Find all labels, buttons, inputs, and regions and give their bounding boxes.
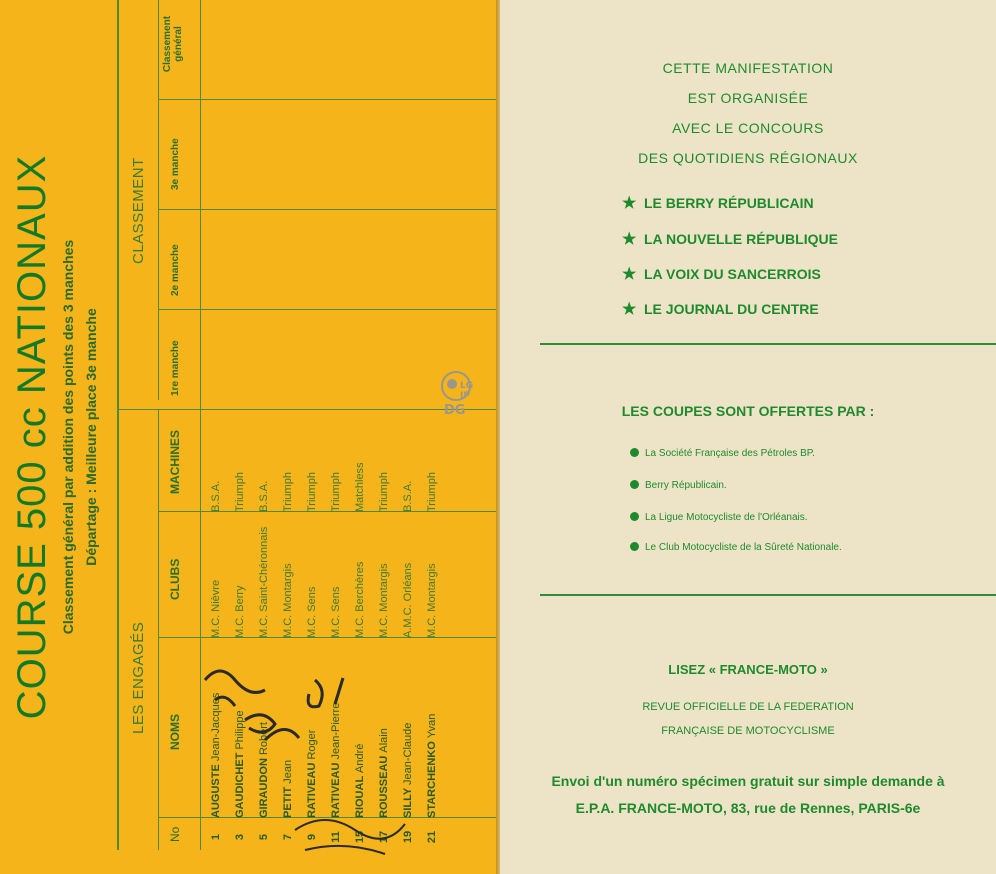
star-icon: ★	[622, 301, 637, 318]
rider-name: AUGUSTE Jean-Jacques	[210, 692, 222, 818]
handwriting-marks	[195, 660, 455, 874]
tiebreak-rule: Départage : Meilleure place 3e manche	[83, 308, 99, 566]
bullet-icon	[630, 480, 639, 489]
rider-club: M.C. Montargis	[426, 563, 438, 638]
header-general: Classement général	[162, 15, 184, 73]
revue-line-1: REVUE OFFICIELLE DE LA FEDERATION	[642, 701, 854, 713]
envoi-line-2: E.P.A. FRANCE-MOTO, 83, rue de Rennes, PARIS-6e	[575, 800, 921, 816]
organized-line-2: EST ORGANISÉE	[687, 90, 809, 106]
envoi-line-1: Envoi d'un numéro spécimen gratuit sur simple demande à	[551, 773, 945, 789]
rider-name: RATIVEAU Roger	[306, 729, 318, 818]
rider-number: 9	[306, 833, 318, 841]
header-machines: MACHINES	[168, 429, 182, 494]
rider-machine: Triumph	[282, 472, 294, 512]
header-clubs: CLUBS	[168, 558, 182, 600]
rider-club: M.C. Montargis	[282, 563, 294, 638]
header-manche-2: 2e manche	[170, 244, 181, 296]
rider-machine: B.S.A.	[210, 480, 222, 512]
rider-number: 11	[330, 831, 342, 843]
rider-number: 3	[234, 833, 246, 841]
rider-machine: B.S.A.	[258, 480, 270, 512]
table-top-rule	[117, 0, 119, 850]
organized-line-3: AVEC LE CONCOURS	[672, 120, 824, 136]
collector-stamp	[436, 368, 482, 418]
rider-number: 1	[210, 833, 222, 841]
lisez-heading: LISEZ « FRANCE-MOTO »	[668, 662, 828, 677]
cup-sponsor: Le Club Motocycliste de la Sûreté Nationale.	[630, 542, 842, 553]
newspaper-item: ★ LE JOURNAL DU CENTRE	[622, 301, 819, 318]
rider-name: STARCHENKO Yvan	[426, 713, 438, 818]
organized-line-1: CETTE MANIFESTATION	[662, 60, 834, 76]
ranking-rule: Classement général par addition des points des 3 manches	[60, 239, 76, 635]
group-engages: LES ENGAGÉS	[130, 621, 147, 734]
bullet-icon	[630, 542, 639, 551]
group-classement: CLASSEMENT	[130, 157, 147, 264]
rider-club: M.C. Nièvre	[210, 579, 222, 638]
svg-text:DG: DG	[444, 403, 466, 418]
organized-line-4: DES QUOTIDIENS RÉGIONAUX	[638, 150, 858, 166]
header-manche-3: 3e manche	[170, 138, 181, 190]
divider-2	[540, 594, 996, 596]
rider-number: 17	[378, 830, 390, 844]
rider-machine: Triumph	[426, 472, 438, 512]
star-icon: ★	[622, 266, 637, 283]
rider-number: 7	[282, 833, 294, 841]
rider-machine: Triumph	[234, 472, 246, 512]
newspaper-item: ★ LA NOUVELLE RÉPUBLIQUE	[622, 231, 838, 248]
rider-club: M.C. Saint-Chéronnais	[258, 526, 270, 638]
rider-number: 21	[426, 830, 438, 844]
svg-text:LG: LG	[460, 381, 474, 391]
rider-name: ROUSSEAU Alain	[378, 728, 390, 818]
rider-club: M.C. Sens	[330, 586, 342, 638]
rider-name: RATIVEAU Jean-Pierre	[330, 702, 342, 818]
star-icon: ★	[622, 195, 637, 212]
rider-club: A.M.C. Orléans	[402, 562, 414, 638]
divider-1	[540, 343, 996, 345]
rider-number: 19	[402, 830, 414, 844]
rider-club: M.C. Sens	[306, 586, 318, 638]
star-icon: ★	[622, 231, 637, 248]
stamp-emblem-icon	[436, 368, 482, 418]
race-title: COURSE 500 cc NATIONAUX	[10, 154, 54, 720]
col-sep-m2	[158, 309, 500, 310]
info-page	[500, 0, 996, 874]
col-sep-m3	[158, 209, 500, 210]
rider-machine: Matchless	[354, 462, 366, 512]
rider-name: RIOUAL André	[354, 743, 366, 818]
svg-text:JP: JP	[460, 391, 470, 401]
col-sep-general	[158, 99, 500, 100]
rider-machine: Triumph	[330, 472, 342, 512]
rider-name: SILLY Jean-Claude	[402, 722, 414, 818]
header-manche-1: 1re manche	[170, 340, 181, 396]
rider-machine: Triumph	[378, 472, 390, 512]
rider-name: PETIT Jean	[282, 759, 294, 818]
newspaper-item: ★ LE BERRY RÉPUBLICAIN	[622, 195, 814, 212]
rider-name: GIRAUDON Robert	[258, 722, 270, 818]
rider-club: M.C. Berry	[234, 585, 246, 638]
bullet-icon	[630, 512, 639, 521]
newspaper-item: ★ LA VOIX DU SANCERROIS	[622, 266, 821, 283]
header-noms: NOMS	[168, 714, 182, 750]
rider-club: M.C. Montargis	[378, 563, 390, 638]
rider-club: M.C. Berchères	[354, 561, 366, 638]
rider-machine: B.S.A.	[402, 480, 414, 512]
rider-machine: Triumph	[306, 472, 318, 512]
classement-subrule	[158, 0, 159, 400]
rider-number: 5	[258, 833, 270, 841]
revue-line-2: FRANÇAISE DE MOTOCYCLISME	[661, 725, 835, 737]
cups-title: LES COUPES SONT OFFERTES PAR :	[621, 403, 875, 419]
cup-sponsor: La Société Française des Pétroles BP.	[630, 448, 815, 459]
cup-sponsor: La Ligue Motocycliste de l'Orléanais.	[630, 512, 808, 523]
rider-name: GAUDICHET Philippe	[234, 710, 246, 818]
cup-sponsor: Berry Républicain.	[630, 480, 727, 491]
rider-number: 15	[354, 830, 366, 844]
bullet-icon	[630, 448, 639, 457]
header-num: No	[168, 826, 182, 842]
engages-subrule	[158, 410, 159, 850]
